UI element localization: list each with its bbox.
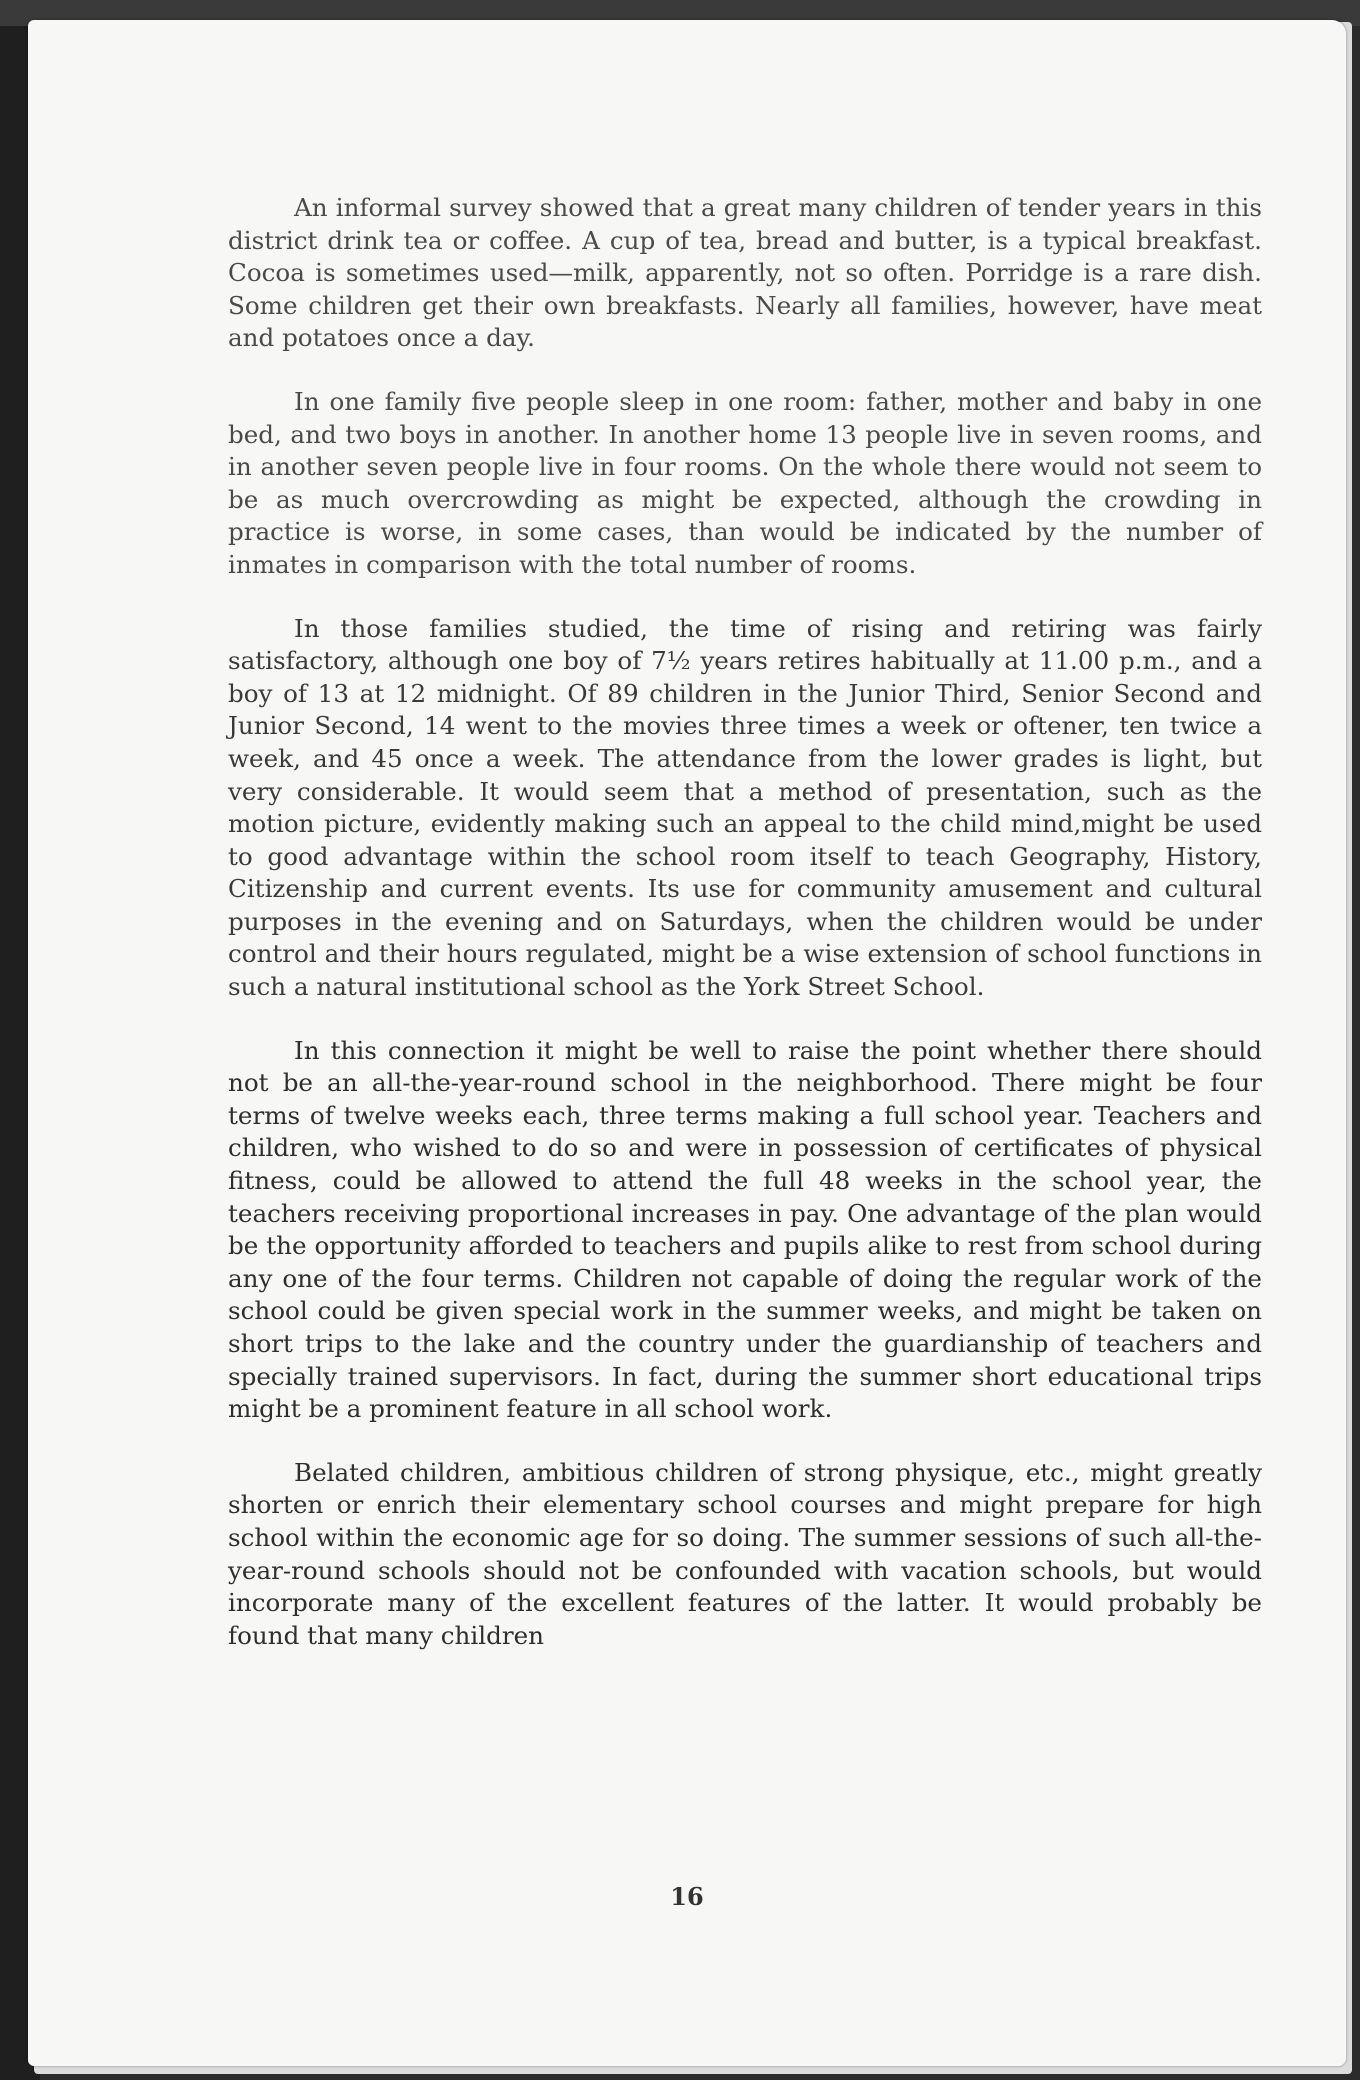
paragraph-overcrowding: In one family five people sleep in one room: father, mother and baby in one bed, and two boys in another. In another home 13 people live in seven rooms, and in another seven people live in four rooms. On the whole there would not seem to be as much overcrowding as might be expected, although the crowding in practice is worse, in some cases, than would be indicated by the number of inmates in comparison with the total number of rooms. <box>228 386 1262 579</box>
paragraph-all-year-school: In this connection it might be well to raise the point whether there should not be an all-the-year-round school in the neighborhood. There might be four terms of twelve weeks each, three terms making a full school year. Teachers and children, who wished to do so and were in possession of certificates of physical fitness, could be allowed to attend the full 48 weeks in the school year, the teachers receiving proportional increases in pay. One advantage of the plan would be the opportunity afforded to teachers and pupils alike to rest from school during any one of the four terms. Children not capable of doing the regular work of the school could be given special work in the summer weeks, and might be taken on short trips to the lake and the country under the guardianship of teachers and specially trained supervisors. In fact, during the summer short educational trips might be a prominent feature in all school work. <box>228 1035 1262 1424</box>
body-text <box>228 192 1262 1683</box>
paragraph-rising-retiring-movies: In those families studied, the time of rising and retiring was fairly satisfactory, although one boy of 7½ years retires habitually at 11.00 p.m., and a boy of 13 at 12 midnight. Of 89 children in the Junior Third, Senior Second and Junior Second, 14 went to the movies three times a week or oftener, ten twice a week, and 45 once a week. The attendance from the lower grades is light, but very considerable. It would seem that a method of presentation, such as the motion picture, evidently making such an appeal to the child mind,might be used to good advantage within the school room itself to teach Geography, History, Citizenship and current events. Its use for community amusement and cultural purposes in the evening and on Saturdays, when the children would be under control and their hours regulated, might be a wise extension of school functions in such a natural institutional school as the York Street School. <box>228 613 1262 1002</box>
paragraph-belated-children: Belated children, ambitious children of strong physique, etc., might greatly shorten or enrich their elementary school courses and might prepare for high school within the economic age for so doing. The summer sessions of such all-the-year-round schools should not be confounded with vacation schools, but would incorporate many of the excellent features of the latter. It would probably be found that many children <box>228 1457 1262 1650</box>
document-page <box>28 20 1346 2066</box>
paragraph-breakfast-survey: An informal survey showed that a great many children of tender years in this district drink tea or coffee. A cup of tea, bread and butter, is a typical breakfast. Cocoa is sometimes used—milk, apparently, not so often. Porridge is a rare dish. Some children get their own breakfasts. Nearly all families, however, have meat and potatoes once a day. <box>228 193 1262 353</box>
page-number: 16 <box>670 1882 704 1911</box>
